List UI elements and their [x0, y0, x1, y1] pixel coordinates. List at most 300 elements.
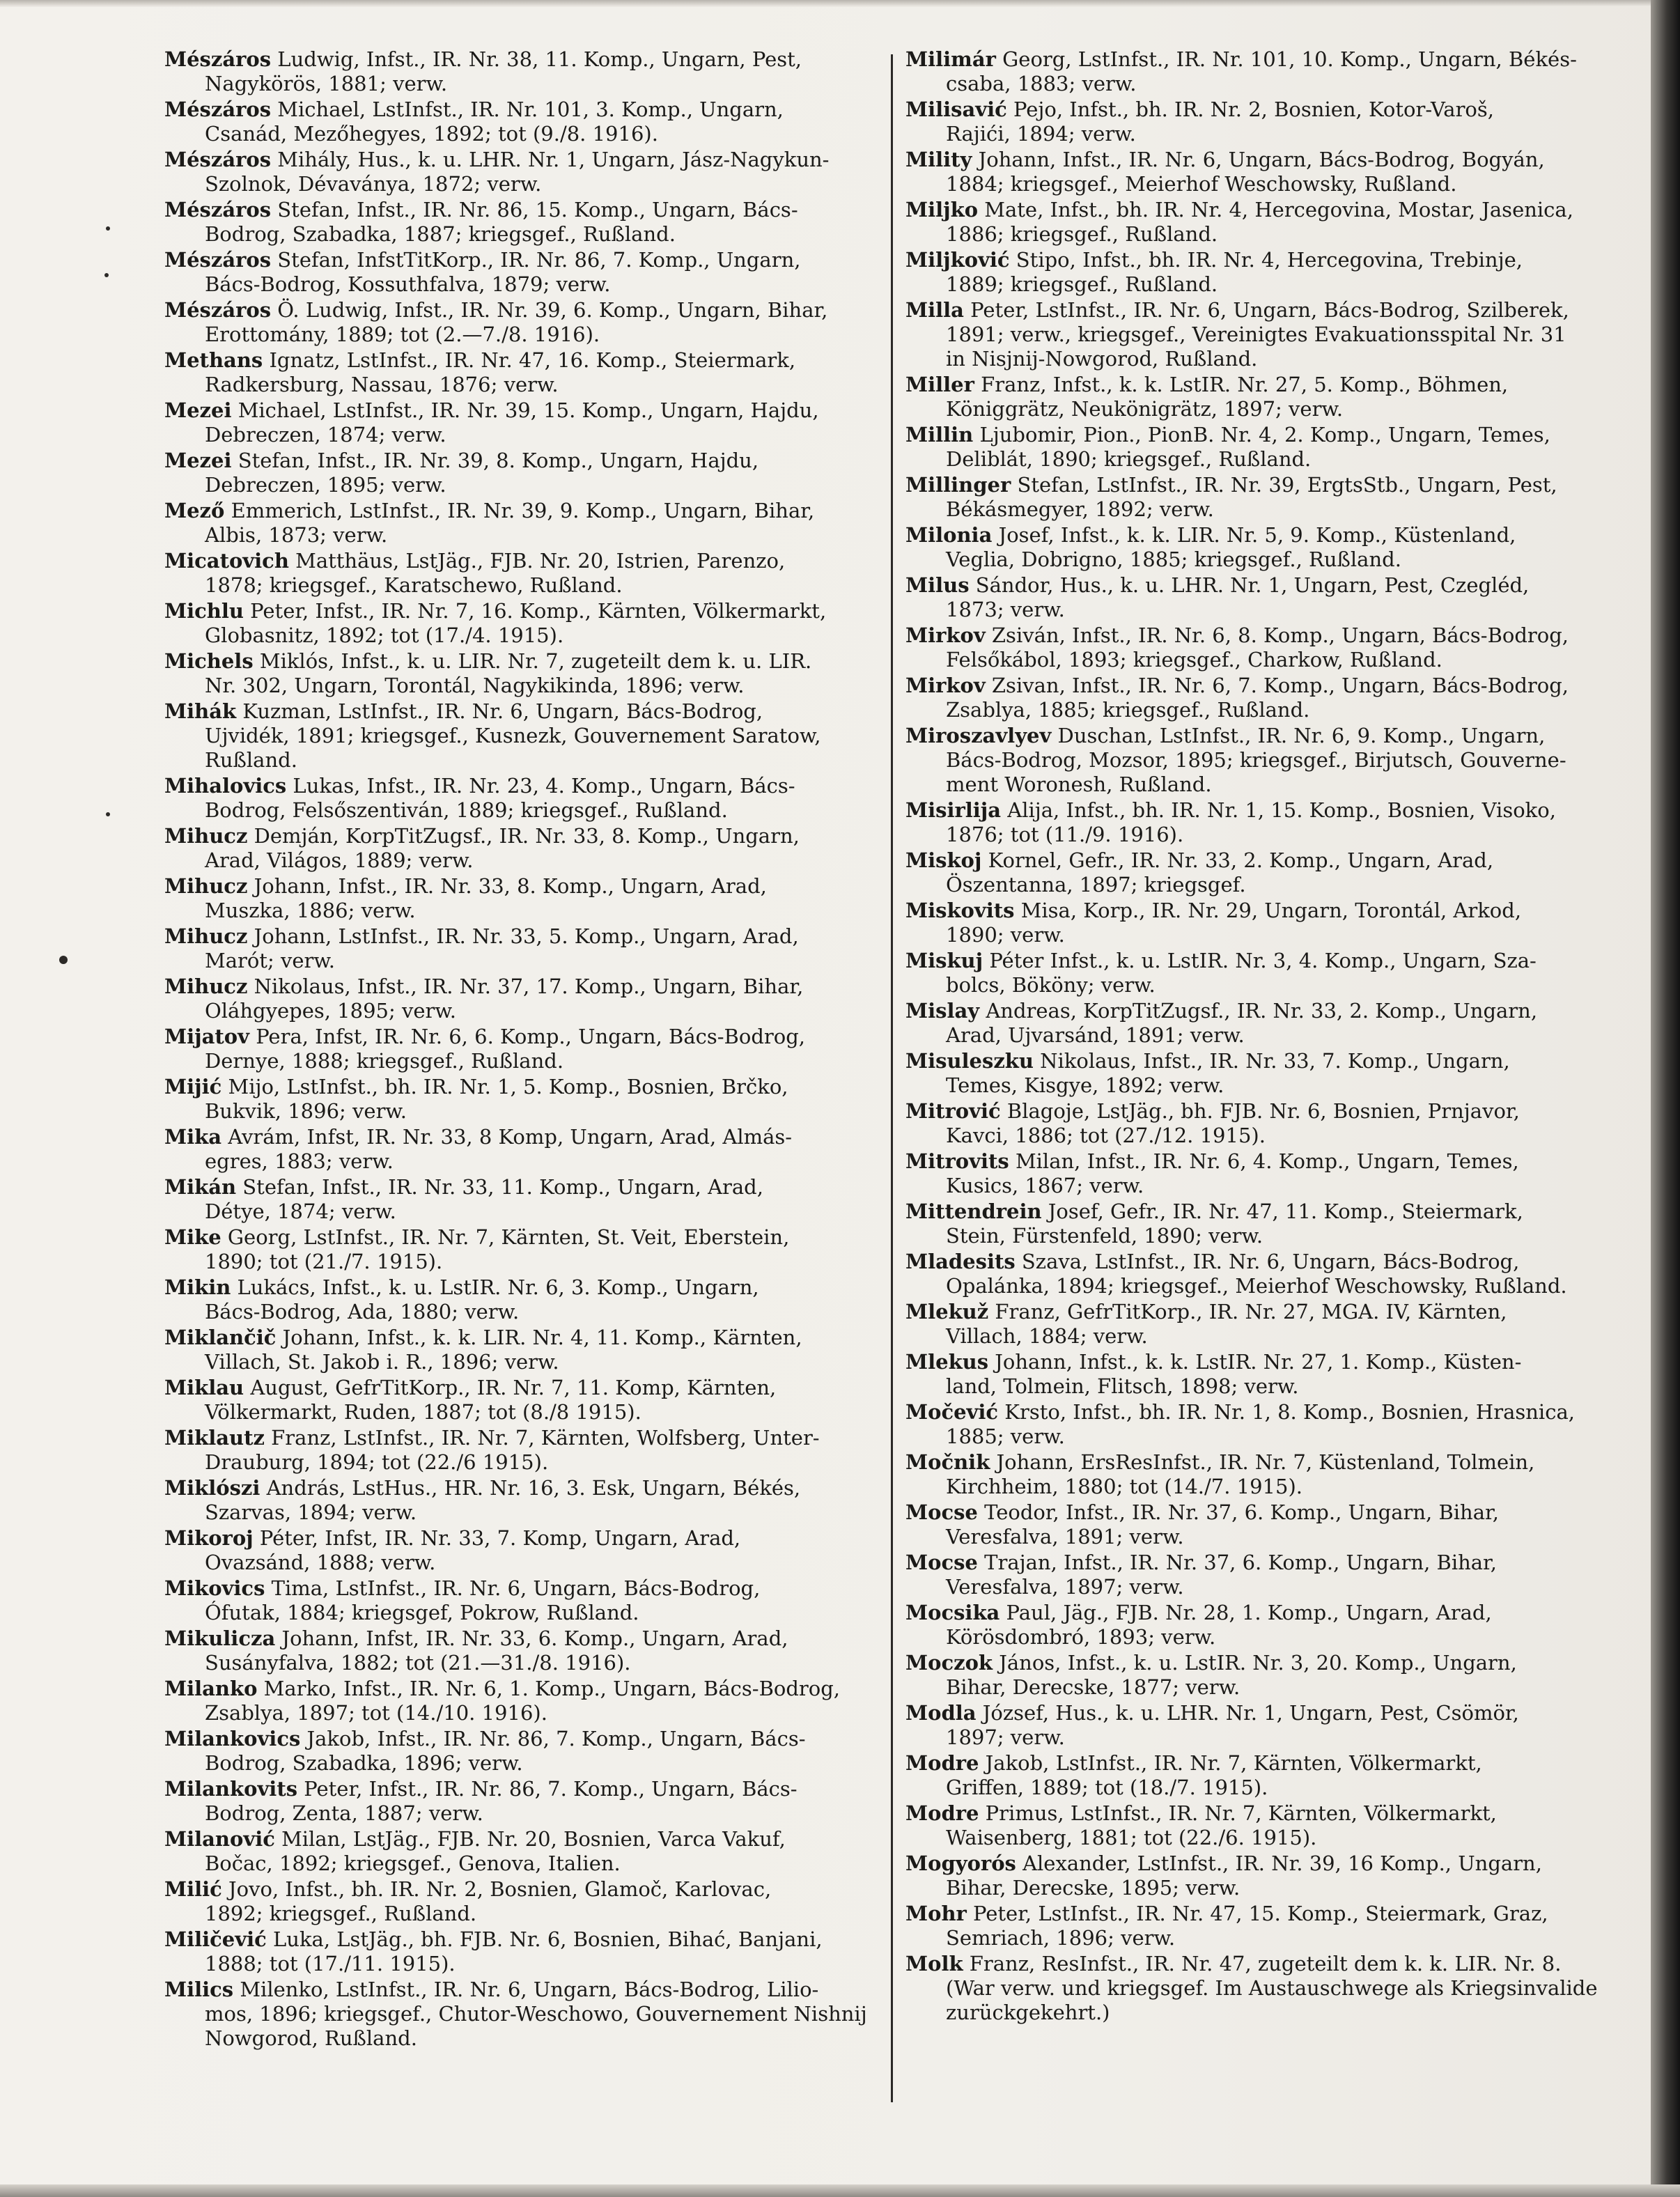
list-entry	[164, 398, 873, 447]
entry-surname: Micatovich	[164, 549, 289, 573]
entry-surname: Mihucz	[164, 874, 248, 898]
entry-continuation: Griffen, 1889; tot (18./7. 1915).	[946, 1776, 1268, 1799]
entry-surname: Molk	[905, 1952, 963, 1975]
entry-continuation: 1889; kriegsgef., Rußland.	[946, 272, 1218, 296]
entry-details: Stipo, Infst., bh. IR. Nr. 4, Hercegovina, Trebinje,	[1009, 248, 1523, 272]
entry-details: Kornel, Gefr., IR. Nr. 33, 2. Komp., Ungarn, Arad,	[981, 848, 1494, 872]
entry-continuation: Bodrog, Zenta, 1887; verw.	[205, 1801, 483, 1825]
entry-details: Péter, Infst, IR. Nr. 33, 7. Komp, Ungarn, Arad,	[253, 1526, 741, 1550]
entry-surname: Miličević	[164, 1927, 267, 1951]
entry-continuation: Bočac, 1892; kriegsgef., Genova, Italien.	[205, 1851, 621, 1875]
entry-surname: Mezei	[164, 398, 232, 422]
entry-continuation: bolcs, Bököny; verw.	[946, 973, 1156, 997]
entry-continuation: Debreczen, 1874; verw.	[205, 423, 446, 447]
list-entry	[164, 198, 873, 247]
entry-continuation: 1878; kriegsgef., Karatschewo, Rußland.	[205, 573, 623, 597]
entry-continuation: Veglia, Dobrigno, 1885; kriegsgef., Rußland.	[946, 548, 1401, 571]
entry-surname: Mészáros	[164, 98, 272, 121]
entry-continuation: Globasnitz, 1892; tot (17./4. 1915).	[205, 623, 564, 647]
entry-details: Avrám, Infst, IR. Nr. 33, 8 Komp, Ungarn, Arad, Almás-	[221, 1125, 793, 1149]
entry-surname: Mihucz	[164, 924, 248, 948]
list-entry	[905, 1801, 1609, 1850]
entry-details: Josef, Gefr., IR. Nr. 47, 11. Komp., Steiermark,	[1041, 1200, 1523, 1223]
entry-details: Trajan, Infst., IR. Nr. 37, 6. Komp., Ungarn, Bihar,	[977, 1551, 1497, 1574]
list-entry	[164, 1075, 873, 1124]
entry-surname: Millin	[905, 423, 974, 447]
entry-details: Alexander, LstInfst., IR. Nr. 39, 16 Komp., Ungarn,	[1016, 1851, 1542, 1875]
entry-surname: Mezei	[164, 449, 232, 472]
entry-continuation: land, Tolmein, Flitsch, 1898; verw.	[946, 1374, 1299, 1398]
entry-continuation: Kusics, 1867; verw.	[946, 1174, 1144, 1197]
entry-details: Paul, Jäg., FJB. Nr. 28, 1. Komp., Ungarn, Arad,	[1000, 1601, 1492, 1624]
entry-surname: Mladesits	[905, 1250, 1016, 1273]
entry-details: Ludwig, Infst., IR. Nr. 38, 11. Komp., Ungarn, Pest,	[271, 47, 802, 71]
entry-continuation: Opalánka, 1894; kriegsgef., Meierhof Weschowsky, Rußland.	[946, 1274, 1567, 1298]
list-entry	[905, 373, 1609, 421]
entry-continuation: Öszentanna, 1897; kriegsgef.	[946, 873, 1246, 896]
entry-continuation: zurückgekehrt.)	[946, 2001, 1110, 2024]
entry-details: Stefan, Infst., IR. Nr. 86, 15. Komp., Ungarn, Bács-	[271, 198, 798, 222]
entry-continuation: Arad, Világos, 1889; verw.	[205, 848, 474, 872]
entry-continuation: Bács-Bodrog, Mozsor, 1895; kriegsgef., Birjutsch, Gouverne-	[946, 748, 1566, 772]
entry-details: Kuzman, LstInfst., IR. Nr. 6, Ungarn, Bács-Bodrog,	[236, 699, 763, 723]
entry-continuation: Völkermarkt, Ruden, 1887; tot (8./8 1915).	[205, 1400, 641, 1424]
list-entry	[905, 1952, 1609, 2025]
list-entry	[905, 674, 1609, 722]
entry-details: Péter Infst., k. u. LstIR. Nr. 3, 4. Komp., Ungarn, Sza-	[983, 949, 1537, 972]
ink-spot	[106, 812, 110, 816]
entry-details: Ljubomir, Pion., PionB. Nr. 4, 2. Komp., Ungarn, Temes,	[973, 423, 1550, 447]
entry-details: Stefan, Infst., IR. Nr. 39, 8. Komp., Ungarn, Hajdu,	[231, 449, 759, 472]
entry-surname: Misuleszku	[905, 1049, 1034, 1073]
entry-continuation: Zsablya, 1897; tot (14./10. 1916).	[205, 1701, 547, 1725]
entry-surname: Mocsika	[905, 1601, 1000, 1624]
list-entry	[164, 774, 873, 823]
entry-surname: Miljković	[905, 248, 1010, 272]
entry-continuation: Ófutak, 1884; kriegsgef, Pokrow, Rußland.	[205, 1601, 639, 1624]
entry-continuation: in Nisjnij-Nowgorod, Rußland.	[946, 347, 1258, 371]
entry-surname: Mihalovics	[164, 774, 287, 798]
entry-continuation: 1890; verw.	[946, 923, 1065, 947]
entry-details: Luka, LstJäg., bh. FJB. Nr. 6, Bosnien, Bihać, Banjani,	[266, 1927, 823, 1951]
entry-continuation: Csanád, Mezőhegyes, 1892; tot (9./8. 1916).	[205, 122, 658, 146]
entry-details: Matthäus, LstJäg., FJB. Nr. 20, Istrien, Parenzo,	[288, 549, 786, 573]
entry-continuation: Waisenberg, 1881; tot (22./6. 1915).	[946, 1826, 1317, 1849]
list-entry	[905, 949, 1609, 997]
entry-surname: Mittendrein	[905, 1200, 1042, 1223]
entry-continuation: 1886; kriegsgef., Rußland.	[946, 222, 1218, 246]
entry-surname: Miljko	[905, 198, 979, 222]
entry-details: Stefan, InfstTitKorp., IR. Nr. 86, 7. Komp., Ungarn,	[271, 248, 801, 272]
entry-continuation: ment Woronesh, Rußland.	[946, 773, 1212, 796]
list-entry	[164, 649, 873, 698]
list-entry	[164, 1927, 873, 1976]
entry-continuation: Stein, Fürstenfeld, 1890; verw.	[946, 1224, 1263, 1248]
entry-surname: Miklautz	[164, 1426, 265, 1450]
entry-details: Ö. Ludwig, Infst., IR. Nr. 39, 6. Komp., Ungarn, Bihar,	[271, 298, 828, 322]
entry-continuation: 1885; verw.	[946, 1424, 1065, 1448]
entry-details: Nikolaus, Infst., IR. Nr. 33, 7. Komp., Ungarn,	[1033, 1049, 1510, 1073]
entry-details: Emmerich, LstInfst., IR. Nr. 39, 9. Komp., Ungarn, Bihar,	[224, 499, 815, 522]
entry-surname: Mitrovits	[905, 1149, 1009, 1173]
list-entry	[164, 1877, 873, 1926]
entry-continuation: Muszka, 1886; verw.	[205, 899, 416, 922]
list-entry	[905, 999, 1609, 1048]
entry-details: Zsiván, Infst., IR. Nr. 6, 8. Komp., Ungarn, Bács-Bodrog,	[985, 623, 1569, 647]
list-entry	[164, 1827, 873, 1876]
entry-surname: Milus	[905, 573, 970, 597]
entry-continuation: mos, 1896; kriegsgef., Chutor-Weschowo, Gouvernement Nishnij	[205, 2002, 867, 2026]
entry-details: Primus, LstInfst., IR. Nr. 7, Kärnten, Völkermarkt,	[979, 1801, 1497, 1825]
entry-continuation: Szolnok, Dévaványa, 1872; verw.	[205, 172, 542, 196]
entry-surname: Mészáros	[164, 47, 272, 71]
entry-continuation: 1884; kriegsgef., Meierhof Weschowsky, Rußland.	[946, 172, 1457, 196]
entry-surname: Mikoroj	[164, 1526, 254, 1550]
ink-spot	[106, 226, 110, 231]
entry-continuation: Oláhgyepes, 1895; verw.	[205, 999, 456, 1023]
list-entry	[905, 1250, 1609, 1298]
entry-details: Misa, Korp., IR. Nr. 29, Ungarn, Torontál, Arkod,	[1014, 899, 1522, 922]
list-entry	[905, 198, 1609, 247]
page-right-edge-shadow	[1651, 0, 1680, 2197]
page-top-edge	[0, 0, 1680, 7]
entry-details: Franz, GefrTitKorp., IR. Nr. 27, MGA. IV, Kärnten,	[988, 1300, 1507, 1323]
entry-continuation: Villach, St. Jakob i. R., 1896; verw.	[205, 1350, 559, 1374]
entry-details: Johann, Infst, IR. Nr. 33, 6. Komp., Ungarn, Arad,	[275, 1627, 788, 1650]
list-entry	[905, 848, 1609, 897]
entry-continuation: Bihar, Derecske, 1895; verw.	[946, 1876, 1240, 1900]
entry-continuation: Albis, 1873; verw.	[205, 523, 388, 547]
list-entry	[164, 1727, 873, 1776]
list-entry	[164, 1426, 873, 1475]
entry-continuation: 1891; verw., kriegsgef., Vereinigtes Evakuationsspital Nr. 31	[946, 323, 1566, 346]
entry-surname: Miklószi	[164, 1476, 260, 1500]
entry-surname: Mirkov	[905, 674, 986, 697]
list-entry	[164, 1576, 873, 1625]
list-entry	[164, 1025, 873, 1073]
entry-surname: Mihucz	[164, 824, 248, 848]
entry-details: Duschan, LstInfst., IR. Nr. 6, 9. Komp., Ungarn,	[1051, 724, 1546, 747]
entry-surname: Michlu	[164, 599, 244, 623]
entry-surname: Mikulicza	[164, 1627, 276, 1650]
entry-continuation: 1876; tot (11./9. 1916).	[946, 823, 1184, 846]
entry-continuation: Nr. 302, Ungarn, Torontál, Nagykikinda, 1896; verw.	[205, 674, 745, 697]
entry-details: Alija, Infst., bh. IR. Nr. 1, 15. Komp., Bosnien, Visoko,	[1001, 798, 1556, 822]
list-entry	[905, 248, 1609, 297]
list-entry	[905, 1200, 1609, 1248]
entry-details: Blagoje, LstJäg., bh. FJB. Nr. 6, Bosnien, Prnjavor,	[1000, 1099, 1520, 1123]
entry-surname: Miklau	[164, 1376, 244, 1399]
entry-continuation: Rußland.	[205, 748, 297, 772]
entry-continuation: 1892; kriegsgef., Rußland.	[205, 1902, 477, 1925]
entry-surname: Milić	[164, 1877, 222, 1901]
list-entry	[164, 449, 873, 497]
entry-continuation: 1888; tot (17./11. 1915).	[205, 1952, 456, 1975]
entry-continuation: Dernye, 1888; kriegsgef., Rußland.	[205, 1049, 564, 1073]
right-column	[905, 47, 1609, 2026]
entry-surname: Modla	[905, 1701, 977, 1725]
entry-continuation: Felsőkábol, 1893; kriegsgef., Charkow, Rußland.	[946, 648, 1442, 671]
list-entry	[905, 47, 1609, 96]
entry-surname: Milics	[164, 1978, 234, 2001]
entry-details: Pejo, Infst., bh. IR. Nr. 2, Bosnien, Kotor-Varoš,	[1006, 98, 1494, 121]
list-entry	[905, 1450, 1609, 1499]
entry-continuation: (War verw. und kriegsgef. Im Austauschwege als Kriegsinvalide	[946, 1976, 1598, 2000]
entry-surname: Mlekuž	[905, 1300, 989, 1323]
entry-details: Pera, Infst, IR. Nr. 6, 6. Komp., Ungarn, Bács-Bodrog,	[249, 1025, 805, 1048]
list-entry	[164, 1376, 873, 1424]
list-entry	[164, 1175, 873, 1224]
entry-details: Josef, Infst., k. k. LIR. Nr. 5, 9. Komp., Küstenland,	[992, 523, 1516, 547]
entry-surname: Mika	[164, 1125, 222, 1149]
entry-continuation: Körösdombró, 1893; verw.	[946, 1625, 1216, 1649]
entry-surname: Milimár	[905, 47, 996, 71]
entry-continuation: Bács-Bodrog, Ada, 1880; verw.	[205, 1300, 520, 1323]
entry-details: Szava, LstInfst., IR. Nr. 6, Ungarn, Bács-Bodrog,	[1015, 1250, 1520, 1273]
entry-surname: Mislay	[905, 999, 980, 1023]
entry-continuation: Semriach, 1896; verw.	[946, 1926, 1176, 1950]
entry-continuation: 1873; verw.	[946, 598, 1065, 621]
entry-details: József, Hus., k. u. LHR. Nr. 1, Ungarn, Pest, Csömör,	[976, 1701, 1519, 1725]
list-entry	[905, 298, 1609, 371]
list-entry	[164, 1978, 873, 2051]
entry-details: Johann, Infst., IR. Nr. 6, Ungarn, Bács-Bodrog, Bogyán,	[972, 148, 1545, 171]
list-entry	[164, 599, 873, 648]
entry-surname: Mihák	[164, 699, 237, 723]
list-entry	[905, 1902, 1609, 1950]
entry-continuation: Bukvik, 1896; verw.	[205, 1099, 407, 1123]
entry-details: Milan, Infst., IR. Nr. 6, 4. Komp., Ungarn, Temes,	[1009, 1149, 1519, 1173]
entry-details: Johann, Infst., k. k. LIR. Nr. 4, 11. Komp., Kärnten,	[276, 1326, 802, 1349]
entry-surname: Miskoj	[905, 848, 982, 872]
list-entry	[905, 899, 1609, 947]
entry-surname: Michels	[164, 649, 254, 673]
list-entry	[164, 348, 873, 397]
list-entry	[905, 148, 1609, 196]
entry-continuation: Szarvas, 1894; verw.	[205, 1500, 417, 1524]
entry-continuation: Veresfalva, 1897; verw.	[946, 1575, 1184, 1599]
entry-details: Milan, LstJäg., FJB. Nr. 20, Bosnien, Varca Vakuf,	[274, 1827, 786, 1851]
list-entry	[164, 248, 873, 297]
list-entry	[905, 1149, 1609, 1198]
list-entry	[905, 473, 1609, 522]
list-entry	[164, 148, 873, 196]
entry-details: Lukas, Infst., IR. Nr. 23, 4. Komp., Ungarn, Bács-	[286, 774, 795, 798]
list-entry	[905, 573, 1609, 622]
entry-details: Mihály, Hus., k. u. LHR. Nr. 1, Ungarn, Jász-Nagykun-	[271, 148, 830, 171]
entry-details: Johann, Infst., k. k. LstIR. Nr. 27, 1. Komp., Küsten-	[988, 1350, 1522, 1374]
entry-continuation: Susányfalva, 1882; tot (21.—31./8. 1916).	[205, 1651, 631, 1675]
list-entry	[164, 1526, 873, 1575]
list-entry	[164, 47, 873, 96]
list-entry	[905, 98, 1609, 146]
entry-details: Peter, LstInfst., IR. Nr. 47, 15. Komp., Steiermark, Graz,	[966, 1902, 1548, 1925]
entry-continuation: Bihar, Derecske, 1877; verw.	[946, 1675, 1240, 1699]
list-entry	[164, 924, 873, 973]
list-entry	[905, 1049, 1609, 1098]
entry-details: Miklós, Infst., k. u. LIR. Nr. 7, zugeteilt dem k. u. LIR.	[253, 649, 812, 673]
entry-surname: Mility	[905, 148, 972, 171]
entry-details: Jovo, Infst., bh. IR. Nr. 2, Bosnien, Glamoč, Karlovac,	[221, 1877, 772, 1901]
entry-surname: Modre	[905, 1751, 979, 1775]
entry-surname: Miskuj	[905, 949, 983, 972]
entry-surname: Mező	[164, 499, 225, 522]
list-entry	[905, 1500, 1609, 1549]
entry-surname: Milanović	[164, 1827, 275, 1851]
entry-continuation: csaba, 1883; verw.	[946, 72, 1137, 95]
entry-details: Michael, LstInfst., IR. Nr. 101, 3. Komp., Ungarn,	[271, 98, 784, 121]
entry-surname: Mészáros	[164, 248, 272, 272]
left-column	[164, 47, 873, 2052]
entry-surname: Milonia	[905, 523, 993, 547]
entry-continuation: Radkersburg, Nassau, 1876; verw.	[205, 373, 559, 396]
list-entry	[905, 1701, 1609, 1750]
entry-continuation: Veresfalva, 1891; verw.	[946, 1525, 1184, 1548]
entry-details: Franz, LstInfst., IR. Nr. 7, Kärnten, Wolfsberg, Unter-	[264, 1426, 820, 1450]
entry-continuation: Nagykörös, 1881; verw.	[205, 72, 448, 95]
entry-surname: Miroszavlyev	[905, 724, 1052, 747]
list-entry	[905, 623, 1609, 672]
page-bottom-edge	[0, 2184, 1680, 2197]
list-entry	[905, 1099, 1609, 1148]
list-entry	[164, 824, 873, 873]
list-entry	[905, 1551, 1609, 1599]
list-entry	[164, 1476, 873, 1525]
entry-details: Georg, LstInfst., IR. Nr. 101, 10. Komp., Ungarn, Békés-	[995, 47, 1577, 71]
list-entry	[905, 1651, 1609, 1700]
entry-surname: Mogyorós	[905, 1851, 1016, 1875]
entry-details: August, GefrTitKorp., IR. Nr. 7, 11. Komp, Kärnten,	[244, 1376, 777, 1399]
entry-details: Mate, Infst., bh. IR. Nr. 4, Hercegovina, Mostar, Jasenica,	[978, 198, 1573, 222]
entry-details: Milenko, LstInfst., IR. Nr. 6, Ungarn, Bács-Bodrog, Lilio-	[233, 1978, 819, 2001]
list-entry	[905, 798, 1609, 847]
entry-continuation: Ujvidék, 1891; kriegsgef., Kusnezk, Gouvernement Saratow,	[205, 724, 821, 747]
entry-details: Georg, LstInfst., IR. Nr. 7, Kärnten, St. Veit, Eberstein,	[221, 1225, 790, 1249]
list-entry	[164, 1677, 873, 1725]
entry-surname: Mijatov	[164, 1025, 249, 1048]
entry-details: András, LstHus., HR. Nr. 16, 3. Esk, Ungarn, Békés,	[260, 1476, 801, 1500]
entry-details: Peter, LstInfst., IR. Nr. 6, Ungarn, Bács-Bodrog, Szilberek,	[963, 298, 1569, 322]
entry-details: Peter, Infst., IR. Nr. 7, 16. Komp., Kärnten, Völkermarkt,	[243, 599, 827, 623]
entry-continuation: Deliblát, 1890; kriegsgef., Rußland.	[946, 447, 1312, 471]
entry-surname: Mohr	[905, 1902, 967, 1925]
list-entry	[164, 98, 873, 146]
entry-surname: Močević	[905, 1400, 999, 1424]
entry-surname: Methans	[164, 348, 263, 372]
list-entry	[164, 1627, 873, 1675]
entry-details: Demján, KorpTitZugsf., IR. Nr. 33, 8. Komp., Ungarn,	[247, 824, 800, 848]
list-entry	[905, 1851, 1609, 1900]
entry-details: Johann, ErsResInfst., IR. Nr. 7, Küstenland, Tolmein,	[990, 1450, 1535, 1474]
entry-details: Marko, Infst., IR. Nr. 6, 1. Komp., Ungarn, Bács-Bodrog,	[257, 1677, 841, 1700]
entry-surname: Mirkov	[905, 623, 986, 647]
list-entry	[905, 1751, 1609, 1800]
list-entry	[164, 499, 873, 548]
entry-surname: Mikin	[164, 1275, 231, 1299]
entry-details: Stefan, Infst., IR. Nr. 33, 11. Komp., Ungarn, Arad,	[236, 1175, 763, 1199]
entry-details: Tima, LstInfst., IR. Nr. 6, Ungarn, Bács-Bodrog,	[265, 1576, 761, 1600]
ink-spot	[59, 956, 68, 964]
entry-surname: Miskovits	[905, 899, 1015, 922]
column-divider	[891, 54, 893, 2102]
list-entry	[905, 1400, 1609, 1449]
entry-continuation: 1890; tot (21./7. 1915).	[205, 1250, 443, 1273]
entry-details: Sándor, Hus., k. u. LHR. Nr. 1, Ungarn, Pest, Czegléd,	[969, 573, 1530, 597]
entry-continuation: Bodrog, Szabadka, 1887; kriegsgef., Rußland.	[205, 222, 676, 246]
entry-surname: Mocse	[905, 1551, 978, 1574]
entry-surname: Mocse	[905, 1500, 978, 1524]
entry-continuation: Détye, 1874; verw.	[205, 1200, 396, 1223]
entry-details: Teodor, Infst., IR. Nr. 37, 6. Komp., Ungarn, Bihar,	[977, 1500, 1499, 1524]
entry-surname: Modre	[905, 1801, 979, 1825]
entry-details: János, Infst., k. u. LstIR. Nr. 3, 20. Komp., Ungarn,	[993, 1651, 1517, 1675]
list-entry	[164, 298, 873, 347]
entry-continuation: Bodrog, Felsőszentiván, 1889; kriegsgef., Rußland.	[205, 798, 728, 822]
list-entry	[905, 1601, 1609, 1649]
entry-surname: Mikán	[164, 1175, 237, 1199]
entry-surname: Mikovics	[164, 1576, 265, 1600]
entry-continuation: egres, 1883; verw.	[205, 1149, 394, 1173]
list-entry	[164, 1777, 873, 1826]
entry-surname: Milanko	[164, 1677, 258, 1700]
entry-continuation: Erottomány, 1889; tot (2.—7./8. 1916).	[205, 323, 600, 346]
entry-continuation: Békásmegyer, 1892; verw.	[946, 497, 1214, 521]
list-entry	[905, 423, 1609, 472]
list-entry	[164, 699, 873, 773]
entry-surname: Mészáros	[164, 198, 272, 222]
list-entry	[164, 1326, 873, 1374]
entry-details: Zsivan, Infst., IR. Nr. 6, 7. Komp., Ungarn, Bács-Bodrog,	[985, 674, 1569, 697]
entry-details: Michael, LstInfst., IR. Nr. 39, 15. Komp., Ungarn, Hajdu,	[231, 398, 819, 422]
entry-continuation: Marót; verw.	[205, 949, 335, 972]
entry-continuation: Zsablya, 1885; kriegsgef., Rußland.	[946, 698, 1310, 722]
entry-surname: Mike	[164, 1225, 221, 1249]
entry-continuation: Drauburg, 1894; tot (22./6 1915).	[205, 1450, 549, 1474]
entry-surname: Moczok	[905, 1651, 993, 1675]
entry-surname: Milla	[905, 298, 964, 322]
list-entry	[905, 523, 1609, 572]
entry-continuation: 1897; verw.	[946, 1725, 1065, 1749]
entry-details: Mijo, LstInfst., bh. IR. Nr. 1, 5. Komp., Bosnien, Brčko,	[221, 1075, 788, 1098]
entry-continuation: Temes, Kisgye, 1892; verw.	[946, 1073, 1224, 1097]
list-entry	[164, 975, 873, 1023]
entry-continuation: Bodrog, Szabadka, 1896; verw.	[205, 1751, 523, 1775]
entry-details: Stefan, LstInfst., IR. Nr. 39, ErgtsStb., Ungarn, Pest,	[1011, 473, 1557, 497]
entry-surname: Mijić	[164, 1075, 222, 1098]
list-entry	[164, 1225, 873, 1274]
entry-continuation: Bács-Bodrog, Kossuthfalva, 1879; verw.	[205, 272, 611, 296]
entry-surname: Mészáros	[164, 298, 272, 322]
entry-details: Krsto, Infst., bh. IR. Nr. 1, 8. Komp., Bosnien, Hrasnica,	[998, 1400, 1575, 1424]
entry-details: Andreas, KorpTitZugsf., IR. Nr. 33, 2. Komp., Ungarn,	[979, 999, 1538, 1023]
entry-continuation: Ovazsánd, 1888; verw.	[205, 1551, 436, 1574]
entry-continuation: Debreczen, 1895; verw.	[205, 473, 446, 497]
entry-surname: Milankovics	[164, 1727, 301, 1750]
entry-details: Franz, Infst., k. k. LstIR. Nr. 27, 5. Komp., Böhmen,	[974, 373, 1509, 396]
list-entry	[164, 874, 873, 923]
ink-spot	[104, 273, 109, 277]
entry-surname: Miller	[905, 373, 974, 396]
entry-surname: Močnik	[905, 1450, 990, 1474]
list-entry	[905, 1350, 1609, 1399]
entry-surname: Mihucz	[164, 975, 248, 998]
entry-details: Ignatz, LstInfst., IR. Nr. 47, 16. Komp., Steiermark,	[263, 348, 796, 372]
list-entry	[164, 549, 873, 598]
entry-surname: Milankovits	[164, 1777, 298, 1801]
entry-surname: Mitrović	[905, 1099, 1001, 1123]
entry-continuation: Villach, 1884; verw.	[946, 1324, 1148, 1348]
entry-surname: Millinger	[905, 473, 1011, 497]
